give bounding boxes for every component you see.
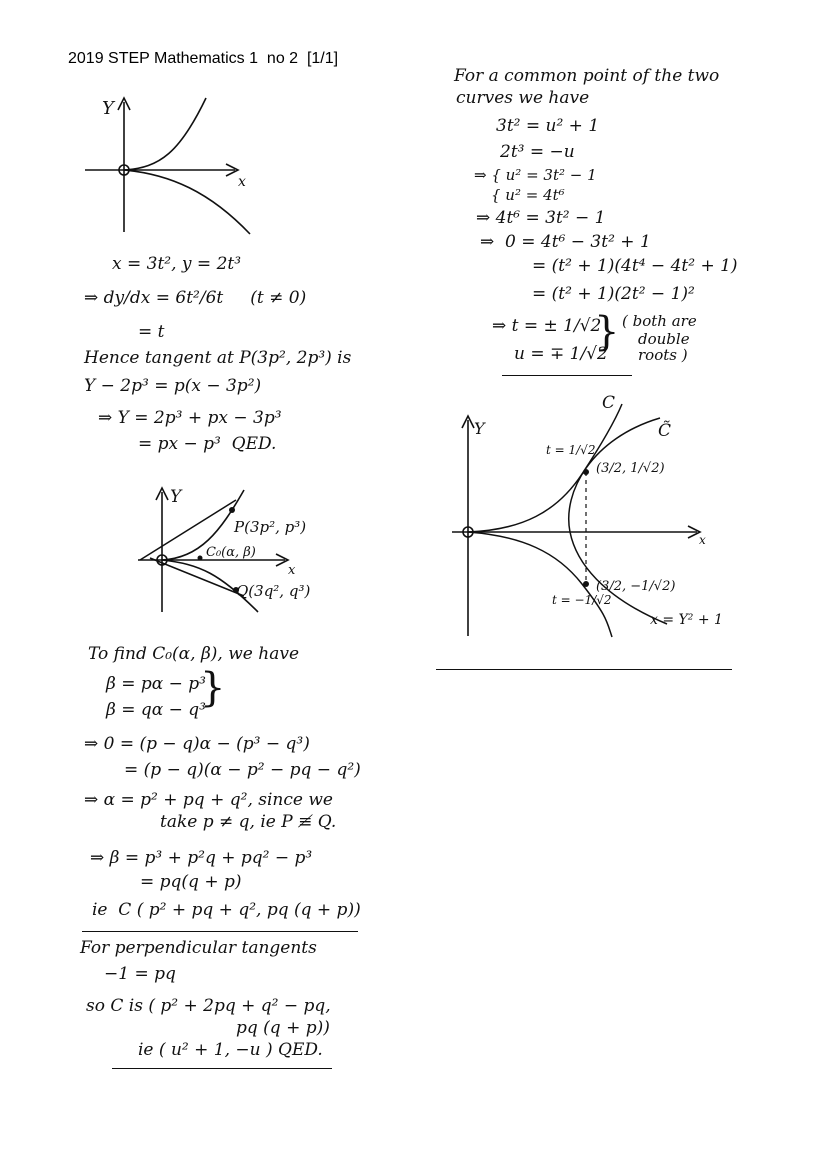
- figure-tangents-sketch: [120, 482, 350, 632]
- point-p: [229, 507, 235, 513]
- label-p: P(3p², p³): [234, 518, 307, 536]
- perp-c-1: so C is ( p² + 2pq + q² − pq,: [86, 996, 331, 1016]
- label-c0: C₀(α, β): [206, 545, 256, 560]
- intersection-top: [583, 469, 589, 475]
- find-step-1: ⇒ 0 = (p − q)α − (p³ − q³): [84, 734, 310, 754]
- tangent-qed: = px − p³ QED.: [138, 434, 277, 454]
- fig2-y-label: Y: [170, 487, 182, 507]
- eq-param: x = 3t², y = 2t³: [112, 254, 242, 274]
- tangent-equation: Y − 2p³ = p(x − 3p²): [84, 376, 262, 396]
- label-t-bottom: t = −1/√2: [552, 593, 612, 607]
- divider-2: [112, 1068, 332, 1069]
- find-eq-1: β = pα − p³: [106, 674, 206, 694]
- find-step-2: = (p − q)(α − p² − pq − q²): [124, 760, 361, 780]
- common-t-values: ⇒ t = ± 1/√2: [492, 316, 602, 336]
- label-t-top: t = 1/√2: [546, 443, 596, 457]
- find-brace: }: [200, 665, 226, 711]
- perp-eq: −1 = pq: [104, 964, 176, 984]
- divider-1: [82, 931, 358, 932]
- common-step-2: ⇒ 0 = 4t⁶ − 3t² + 1: [480, 232, 651, 252]
- label-c: C: [602, 393, 616, 413]
- label-c-tilde: C̃: [658, 421, 672, 441]
- find-result: ie C ( p² + pq + q², pq (q + p)): [92, 900, 361, 920]
- common-heading-2: curves we have: [456, 88, 590, 108]
- page-header: 2019 STEP Mathematics 1 no 2 [1/1]: [68, 50, 339, 67]
- eq-derivative: ⇒ dy/dx = 6t²/6t (t ≠ 0): [84, 288, 307, 308]
- find-heading: To find C₀(α, β), we have: [88, 644, 300, 664]
- fig2-x-label: x: [288, 563, 296, 578]
- common-brace: }: [594, 309, 620, 355]
- common-heading-1: For a common point of the two: [454, 66, 720, 86]
- common-note-3: roots ): [638, 346, 688, 364]
- common-note-1: ( both are: [622, 312, 697, 330]
- divider-3: [502, 375, 632, 376]
- upper-branch: [124, 98, 206, 170]
- label-parabola: x = Y² + 1: [650, 612, 723, 628]
- find-eq-2: β = qα − q³: [106, 700, 206, 720]
- common-u-values: u = ∓ 1/√2: [514, 344, 608, 364]
- common-step-3: = (t² + 1)(4t⁴ − 4t² + 1): [532, 256, 738, 276]
- figure-curve-sketch: [80, 92, 260, 242]
- curve-c-lower: [468, 532, 612, 637]
- fig1-x-label: x: [238, 174, 246, 190]
- fig1-y-label: Y: [102, 98, 114, 119]
- fig3-y-label: Y: [474, 419, 485, 438]
- common-eq-1: 3t² = u² + 1: [496, 116, 600, 136]
- common-sys-1: ⇒ { u² = 3t² − 1: [474, 166, 597, 184]
- common-step-4: = (t² + 1)(2t² − 1)²: [532, 284, 695, 304]
- find-alpha: ⇒ α = p² + pq + q², since we: [84, 790, 333, 810]
- find-beta: ⇒ β = p³ + p²q + pq² − p³: [90, 848, 313, 868]
- common-sys-2: { u² = 4t⁶: [491, 186, 565, 204]
- eq-equals-t: = t: [138, 322, 165, 342]
- tangent-expanded: ⇒ Y = 2p³ + px − 3p³: [98, 408, 282, 428]
- find-alpha-note: take p ≠ q, ie P ≢ Q.: [160, 812, 337, 832]
- common-eq-2: 2t³ = −u: [500, 142, 575, 162]
- perp-result: ie ( u² + 1, −u ) QED.: [138, 1040, 323, 1060]
- perp-c-2: pq (q + p)): [236, 1018, 330, 1038]
- common-step-1: ⇒ 4t⁶ = 3t² − 1: [476, 208, 606, 228]
- point-c0: [198, 556, 203, 561]
- lower-branch: [124, 170, 250, 234]
- common-note-2: double: [638, 330, 690, 348]
- find-beta-2: = pq(q + p): [140, 872, 242, 892]
- intersection-bottom: [583, 581, 589, 587]
- tangent-heading: Hence tangent at P(3p², 2p³) is: [84, 348, 352, 368]
- label-point-bottom: (3/2, −1/√2): [596, 579, 676, 594]
- label-q: Q(3q², q³): [236, 582, 311, 600]
- fig3-x-label: x: [699, 533, 706, 547]
- figure-intersection-sketch: [452, 392, 752, 642]
- label-point-top: (3/2, 1/√2): [596, 461, 665, 476]
- divider-4: [436, 669, 732, 670]
- perp-heading: For perpendicular tangents: [80, 938, 317, 958]
